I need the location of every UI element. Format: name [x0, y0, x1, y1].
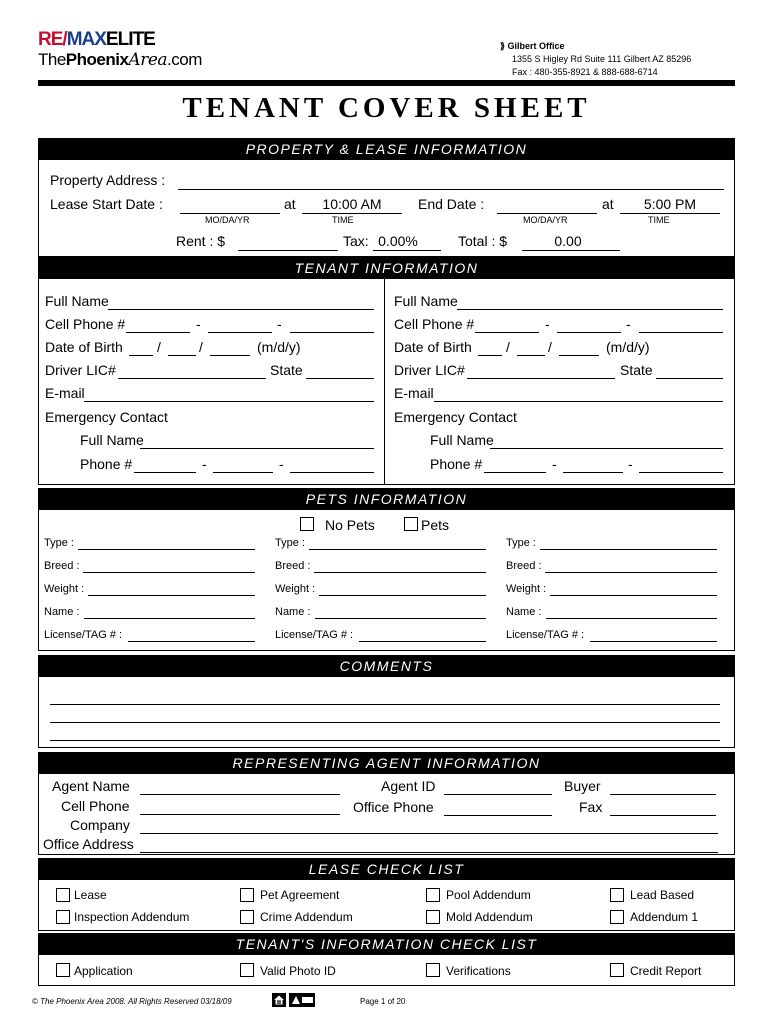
t2-email-field[interactable] [434, 401, 723, 402]
t2-dob-slash-2: / [548, 339, 552, 355]
t1-dob-slash-2: / [199, 339, 203, 355]
pet1-weight-field[interactable] [88, 595, 255, 596]
t1-state-field[interactable] [306, 378, 374, 379]
logo-re: RE/ [38, 29, 67, 50]
end-time-field[interactable] [620, 213, 720, 214]
t2-ec-full-name-field[interactable] [490, 448, 723, 449]
pets-info-band: PETS INFORMATION [38, 488, 735, 510]
logo-phoenix: Phoenix [65, 50, 129, 69]
agent-name-label: Agent Name [52, 778, 130, 794]
end-date-label: End Date : [418, 196, 485, 212]
t1-ec-full-name-label: Full Name [80, 432, 144, 448]
t2-cell-phone-label: Cell Phone # [394, 316, 475, 332]
t1-phone-area-field[interactable] [126, 332, 190, 333]
inspection-addendum-checkbox[interactable] [56, 910, 70, 924]
total-label: Total : $ [458, 233, 508, 249]
lease-label: Lease [74, 888, 107, 902]
fax-label: Fax [579, 799, 603, 815]
pet1-weight-label: Weight : [44, 583, 85, 595]
t1-ec-phone-prefix-field[interactable] [213, 472, 273, 473]
pool-addendum-checkbox[interactable] [426, 888, 440, 902]
office-title: Gilbert Office [507, 41, 565, 51]
office-info [500, 40, 691, 79]
t1-phone-dash-2: - [277, 316, 282, 332]
t2-email-label: E-mail [394, 385, 434, 401]
pet2-breed-label: Breed : [275, 560, 311, 572]
office-address-label: Office Address [43, 836, 134, 852]
start-time-field[interactable] [302, 213, 402, 214]
mold-addendum-label: Mold Addendum [446, 910, 533, 924]
pets-info-section [38, 510, 735, 651]
crime-addendum-checkbox[interactable] [240, 910, 254, 924]
t2-state-field[interactable] [656, 378, 723, 379]
application-checkbox[interactable] [56, 963, 70, 977]
t1-full-name-label: Full Name [45, 293, 109, 309]
logo-the: The [38, 50, 66, 69]
phoenix-area-logo [38, 50, 202, 70]
pet2-weight-field[interactable] [319, 595, 486, 596]
pet2-type-label: Type : [275, 537, 305, 549]
comment-line-3[interactable] [50, 740, 720, 741]
comments-band: COMMENTS [38, 655, 735, 677]
pet3-license-label: License/TAG # : [506, 629, 585, 641]
t1-dob-year-field[interactable] [210, 355, 250, 356]
office-phone-field[interactable] [444, 815, 552, 816]
pet2-name-field[interactable] [315, 618, 486, 619]
pet-agreement-label: Pet Agreement [260, 888, 340, 902]
pet1-license-field[interactable] [128, 641, 255, 642]
office-phone-label: Office Phone [353, 799, 434, 815]
t1-ec-phone-line-field[interactable] [290, 472, 374, 473]
tax-label: Tax: [343, 233, 369, 249]
verifications-checkbox[interactable] [426, 963, 440, 977]
t1-ec-full-name-field[interactable] [140, 448, 374, 449]
t1-dob-format: (m/d/y) [257, 339, 301, 355]
property-address-label: Property Address : [50, 172, 166, 188]
pet3-name-label: Name : [506, 606, 542, 618]
t2-ec-phone-line-field[interactable] [639, 472, 723, 473]
pet3-weight-field[interactable] [550, 595, 717, 596]
t2-dob-day-field[interactable] [517, 355, 545, 356]
end-time-value: 5:00 PM [643, 196, 697, 212]
t2-emergency-label: Emergency Contact [394, 409, 517, 425]
agent-cell-phone-field[interactable] [140, 814, 340, 815]
lead-based-checkbox[interactable] [610, 888, 624, 902]
property-address-field[interactable] [178, 189, 724, 190]
t1-dob-slash-1: / [157, 339, 161, 355]
t2-ec-phone-dash-1: - [552, 456, 557, 472]
total-field[interactable] [522, 250, 620, 251]
pet3-license-field[interactable] [590, 641, 717, 642]
end-time-hint: TIME [648, 215, 670, 225]
pet3-weight-label: Weight : [506, 583, 547, 595]
end-date-format: MO/DA/YR [523, 215, 568, 225]
logo-max: MAX [66, 29, 106, 50]
t2-driver-lic-field[interactable] [467, 378, 615, 379]
office-arrow-icon: ⟫ [500, 41, 508, 51]
comment-line-1[interactable] [50, 704, 720, 705]
pets-checkbox[interactable] [404, 517, 418, 531]
agent-name-field[interactable] [140, 794, 340, 795]
pet1-license-label: License/TAG # : [44, 629, 123, 641]
t1-state-label: State [270, 362, 303, 378]
buyer-field[interactable] [610, 794, 716, 795]
company-logo [38, 30, 202, 70]
pet3-type-field[interactable] [540, 549, 717, 550]
tenant-column-divider [384, 279, 385, 484]
pet3-type-label: Type : [506, 537, 536, 549]
t2-full-name-field[interactable] [457, 309, 723, 310]
start-date-format: MO/DA/YR [205, 215, 250, 225]
pet1-type-field[interactable] [78, 549, 255, 550]
office-fax: Fax : 480-355-8921 & 888-688-6714 [512, 67, 658, 77]
t2-full-name-label: Full Name [394, 293, 458, 309]
t1-driver-lic-field[interactable] [118, 378, 266, 379]
header-divider [38, 80, 735, 86]
addendum-1-checkbox[interactable] [610, 910, 624, 924]
credit-report-checkbox[interactable] [610, 963, 624, 977]
start-time-hint: TIME [332, 215, 354, 225]
agent-id-field[interactable] [444, 794, 552, 795]
office-address: 1355 S Higley Rd Suite 111 Gilbert AZ 85296 [512, 54, 692, 64]
end-date-field[interactable] [497, 213, 597, 214]
pet1-name-field[interactable] [84, 618, 255, 619]
tenant-info-band: TENANT INFORMATION [38, 257, 735, 279]
t2-ec-phone-area-field[interactable] [484, 472, 546, 473]
total-value: 0.00 [554, 233, 582, 249]
pet2-license-label: License/TAG # : [275, 629, 354, 641]
company-field[interactable] [140, 833, 718, 834]
no-pets-label: No Pets [325, 517, 375, 533]
lease-checklist-band: LEASE CHECK LIST [38, 858, 735, 880]
page-number: Page 1 of 20 [360, 997, 406, 1006]
t2-phone-prefix-field[interactable] [557, 332, 621, 333]
property-lease-band: PROPERTY & LEASE INFORMATION [38, 138, 735, 160]
pet1-breed-label: Breed : [44, 560, 80, 572]
t1-phone-line-field[interactable] [290, 332, 374, 333]
t2-ec-full-name-label: Full Name [430, 432, 494, 448]
buyer-label: Buyer [564, 778, 601, 794]
rent-field[interactable] [238, 250, 338, 251]
t1-full-name-field[interactable] [108, 309, 374, 310]
pet2-breed-field[interactable] [314, 572, 486, 573]
equal-housing-icon [272, 993, 318, 1012]
t1-phone-prefix-field[interactable] [208, 332, 272, 333]
t1-phone-dash-1: - [196, 316, 201, 332]
start-time-value: 10:00 AM [322, 196, 382, 212]
no-pets-checkbox[interactable] [300, 517, 314, 531]
pet3-name-field[interactable] [546, 618, 717, 619]
credit-report-label: Credit Report [630, 964, 702, 978]
verifications-label: Verifications [446, 964, 511, 978]
t1-ec-phone-area-field[interactable] [134, 472, 196, 473]
t2-ec-phone-label: Phone # [430, 456, 483, 472]
pet3-breed-field[interactable] [545, 572, 717, 573]
tenant-checklist-band: TENANT'S INFORMATION CHECK LIST [38, 933, 735, 955]
t2-ec-phone-prefix-field[interactable] [563, 472, 623, 473]
t1-email-label: E-mail [45, 385, 85, 401]
pet1-type-label: Type : [44, 537, 74, 549]
fax-field[interactable] [610, 815, 716, 816]
t2-dob-month-field[interactable] [478, 355, 502, 356]
crime-addendum-label: Crime Addendum [260, 910, 353, 924]
t1-dob-day-field[interactable] [168, 355, 196, 356]
t2-phone-area-field[interactable] [475, 332, 539, 333]
rent-label: Rent : $ [176, 233, 226, 249]
comment-line-2[interactable] [50, 722, 720, 723]
pet2-license-field[interactable] [359, 641, 486, 642]
t1-email-field[interactable] [84, 401, 374, 402]
pool-addendum-label: Pool Addendum [446, 888, 531, 902]
at-label-1: at [284, 196, 296, 212]
pet1-name-label: Name : [44, 606, 80, 618]
t2-state-label: State [620, 362, 653, 378]
t1-dob-label: Date of Birth [45, 339, 123, 355]
agent-id-label: Agent ID [381, 778, 436, 794]
page-title: TENANT COVER SHEET [182, 92, 591, 124]
t1-driver-lic-label: Driver LIC# [45, 362, 116, 378]
comments-section [38, 677, 735, 748]
logo-com: .com [167, 50, 202, 69]
pets-label: Pets [421, 517, 450, 533]
inspection-addendum-label: Inspection Addendum [74, 910, 190, 924]
office-address-field[interactable] [140, 852, 718, 853]
agent-cell-phone-label: Cell Phone [61, 798, 130, 814]
valid-photo-id-label: Valid Photo ID [260, 964, 336, 978]
pet2-type-field[interactable] [309, 549, 486, 550]
t1-cell-phone-label: Cell Phone # [45, 316, 126, 332]
t2-phone-dash-2: - [626, 316, 631, 332]
lease-checkbox[interactable] [56, 888, 70, 902]
t1-dob-month-field[interactable] [129, 355, 153, 356]
t2-ec-phone-dash-2: - [628, 456, 633, 472]
t2-phone-line-field[interactable] [639, 332, 723, 333]
t1-ec-phone-dash-1: - [202, 456, 207, 472]
company-label: Company [70, 817, 130, 833]
t1-emergency-label: Emergency Contact [45, 409, 168, 425]
t2-dob-year-field[interactable] [559, 355, 599, 356]
pet-agreement-checkbox[interactable] [240, 888, 254, 902]
t2-dob-slash-1: / [506, 339, 510, 355]
lease-start-date-field[interactable] [180, 213, 280, 214]
t1-ec-phone-label: Phone # [80, 456, 133, 472]
agent-info-band: REPRESENTING AGENT INFORMATION [38, 752, 735, 774]
t2-driver-lic-label: Driver LIC# [394, 362, 465, 378]
mold-addendum-checkbox[interactable] [426, 910, 440, 924]
tax-field[interactable] [373, 250, 441, 251]
logo-elite: ELITE [105, 29, 155, 50]
pet3-breed-label: Breed : [506, 560, 542, 572]
application-label: Application [74, 964, 133, 978]
pet1-breed-field[interactable] [83, 572, 255, 573]
addendum-1-label: Addendum 1 [630, 910, 699, 924]
valid-photo-id-checkbox[interactable] [240, 963, 254, 977]
pet2-name-label: Name : [275, 606, 311, 618]
copyright-text: © The Phoenix Area 2008. All Rights Reserved 03/18/09 [32, 997, 232, 1006]
tax-value: 0.00% [378, 233, 418, 249]
t2-phone-dash-1: - [545, 316, 550, 332]
t1-ec-phone-dash-2: - [279, 456, 284, 472]
t2-dob-format: (m/d/y) [606, 339, 650, 355]
remax-elite-logo [38, 30, 202, 50]
logo-area: Area [128, 50, 168, 70]
lead-based-label: Lead Based [630, 888, 695, 902]
lease-start-label: Lease Start Date : [50, 196, 163, 212]
pet2-weight-label: Weight : [275, 583, 316, 595]
at-label-2: at [602, 196, 614, 212]
t2-dob-label: Date of Birth [394, 339, 472, 355]
